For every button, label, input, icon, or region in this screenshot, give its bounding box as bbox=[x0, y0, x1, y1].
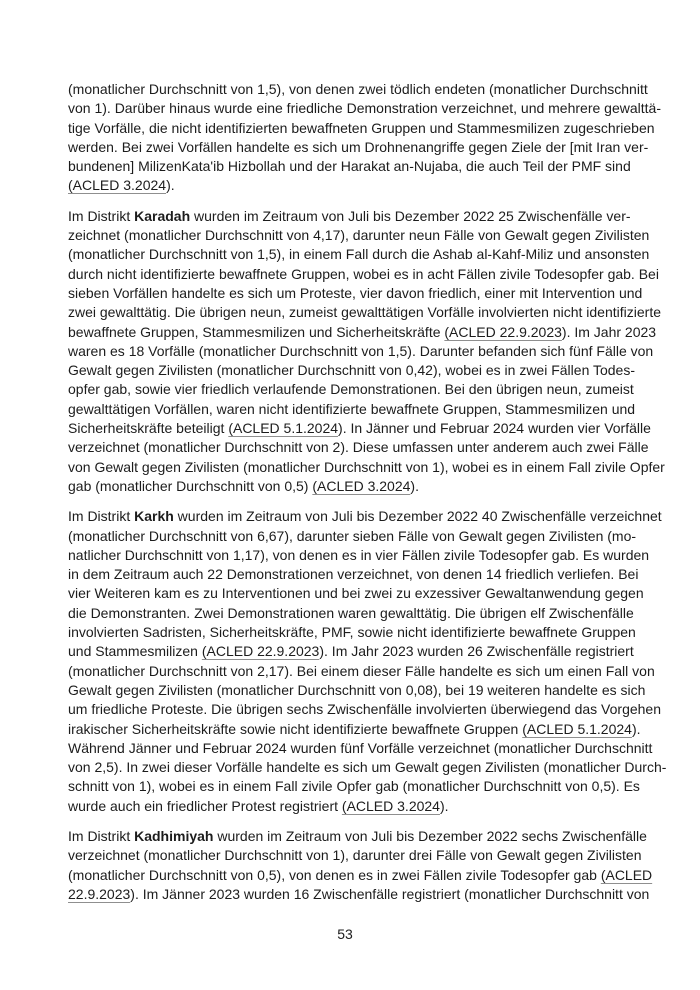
text-block bbox=[68, 80, 667, 915]
text-line: (monatlicher Durchschnitt von 1,5), von denen zwei tödlich endeten (monatlicher Durchschnitt bbox=[68, 81, 648, 97]
acled-citation-link[interactable]: 22.9.2023 bbox=[68, 885, 131, 902]
text-line: zeichnet (monatlicher Durchschnitt von 4,17), darunter neun Fälle von Gewalt gegen Zivilisten bbox=[68, 227, 650, 244]
text-line: gab (monatlicher Durchschnitt von 0,5) (ACLED 3.2024). bbox=[68, 477, 419, 494]
paragraph-karkh bbox=[68, 507, 667, 816]
text-line: tige Vorfälle, die nicht identifizierten bewaffneten Gruppen und Stammesmilizen zugeschrieben bbox=[68, 119, 655, 136]
paragraph-kadhimiyah bbox=[68, 827, 653, 904]
text-line: werden. Bei zwei Vorfällen handelte es sich um Drohnenangriffe gegen Ziele der [mit Iran ver- bbox=[68, 138, 649, 155]
text-line: vier Weiteren kam es zu Interventionen und bei zwei zu exzessiver Gewaltanwendung gegen bbox=[68, 585, 644, 602]
text-line: durch nicht identifizierte bewaffnete Gruppen, wobei es in acht Fällen zivile Todesopfer gab. Bei bbox=[68, 265, 659, 282]
district-name: Kadhimiyah bbox=[134, 827, 214, 844]
text-line: Im Distrikt Karadah wurden im Zeitraum von Juli bis Dezember 2022 25 Zwischenfälle ver- bbox=[68, 207, 631, 224]
page-number: 53 bbox=[337, 926, 353, 942]
text-line: Gewalt gegen Zivilisten (monatlicher Durchschnitt von 0,08), bei 19 weiteren handelte es sich bbox=[68, 681, 646, 698]
text-line: zwei gewalttätig. Die übrigen neun, zumeist gewalttätigen Vorfälle involvierten nicht identifizierte bbox=[68, 304, 661, 321]
text-line: Gewalt gegen Zivilisten (monatlicher Durchschnitt von 0,42), wobei es in zwei Fällen Todes- bbox=[68, 362, 636, 379]
acled-citation-link[interactable]: (ACLED 3.2024 bbox=[312, 477, 411, 494]
text-line: (monatlicher Durchschnitt von 1,5), in einem Fall durch die Ashab al-Kahf-Miliz und ansonsten bbox=[68, 246, 650, 263]
text-line: involvierten Sadristen, Sicherheitskräfte, PMF, sowie nicht identifizierte bewaffnete Gruppen bbox=[68, 624, 636, 641]
paragraph-continuation bbox=[68, 80, 661, 196]
district-name: Karadah bbox=[134, 207, 191, 224]
acled-citation-link[interactable]: (ACLED bbox=[600, 866, 653, 883]
text-line: bundenen] MilizenKata'ib Hizbollah und der Harakat an-Nujaba, die auch Teil der PMF sind bbox=[68, 158, 631, 175]
text-line: 22.9.2023). Im Jänner 2023 wurden 16 Zwischenfälle registriert (monatlicher Durchschnitt von bbox=[68, 885, 650, 902]
text-line: sieben Vorfällen handelte es sich um Proteste, vier davon friedlich, einer mit Intervention und bbox=[68, 284, 643, 301]
text-line: bewaffnete Gruppen, Stammesmilizen und Sicherheitskräfte (ACLED 22.9.2023). Im Jahr 2023 bbox=[68, 323, 657, 340]
text-line: schnitt von 1), wobei es in einem Fall zivile Opfer gab (monatlicher Durchschnitt von 0,5). Es bbox=[68, 778, 640, 795]
text-line: opfer gab, sowie vier friedlich verlaufende Demonstrationen. Bei den übrigen neun, zumeist bbox=[68, 381, 634, 398]
text-line: von Gewalt gegen Zivilisten (monatlicher Durchschnitt von 1), wobei es in einem Fall zivile Opfer bbox=[68, 458, 665, 475]
text-line: (monatlicher Durchschnitt von 0,5), von denen es in zwei Fällen zivile Todesopfer gab (ACLED bbox=[68, 866, 653, 883]
text-line: waren es 18 Vorfälle (monatlicher Durchschnitt von 1,5). Darunter befanden sich fünf Fälle von bbox=[68, 342, 654, 359]
acled-citation-link[interactable]: (ACLED 3.2024 bbox=[68, 177, 167, 194]
acled-citation-link[interactable]: (ACLED 22.9.2023 bbox=[201, 643, 320, 660]
text-line: in dem Zeitraum auch 22 Demonstrationen verzeichnet, von denen 14 friedlich verliefen. Bei bbox=[68, 566, 639, 583]
text-line: wurde auch ein friedlicher Protest registriert (ACLED 3.2024). bbox=[68, 797, 449, 814]
acled-citation-link[interactable]: (ACLED 5.1.2024 bbox=[228, 420, 339, 437]
acled-citation-link[interactable]: (ACLED 5.1.2024 bbox=[522, 720, 632, 737]
acled-citation-link[interactable]: (ACLED 22.9.2023 bbox=[444, 323, 562, 340]
text-line: verzeichnet (monatlicher Durchschnitt von 2). Diese umfassen unter anderem auch zwei Fälle bbox=[68, 439, 649, 456]
text-line: Im Distrikt Karkh wurden im Zeitraum von Juli bis Dezember 2022 40 Zwischenfälle verzeichnet bbox=[68, 508, 662, 525]
text-line: die Demonstranten. Zwei Demonstrationen waren gewalttätig. Die übrigen elf Zwischenfälle bbox=[68, 604, 634, 621]
text-line: Während Jänner und Februar 2024 wurden fünf Vorfälle verzeichnet (monatlicher Durchschnitt bbox=[68, 739, 653, 756]
text-line: gewalttätigen Vorfällen, waren nicht identifizierte bewaffnete Gruppen, Stammesmilizen und bbox=[68, 400, 636, 417]
text-line: irakischer Sicherheitskräfte sowie nicht identifizierte bewaffnete Gruppen (ACLED 5.1.2024). bbox=[68, 720, 641, 737]
text-line: und Stammesmilizen (ACLED 22.9.2023). Im Jahr 2023 wurden 26 Zwischenfälle registriert bbox=[68, 643, 634, 660]
text-line: (ACLED 3.2024). bbox=[68, 177, 175, 194]
text-line: verzeichnet (monatlicher Durchschnitt von 1), darunter drei Fälle von Gewalt gegen Zivilisten bbox=[68, 847, 642, 864]
paragraph-karadah bbox=[68, 207, 665, 496]
text-line: Sicherheitskräfte beteiligt (ACLED 5.1.2024). In Jänner und Februar 2024 wurden vier Vorfälle bbox=[68, 420, 651, 437]
acled-citation-link[interactable]: (ACLED 3.2024 bbox=[341, 797, 440, 814]
text-line: (monatlicher Durchschnitt von 2,17). Bei einem dieser Fälle handelte es sich um einen Fall von bbox=[68, 662, 655, 679]
district-name: Karkh bbox=[134, 508, 174, 525]
text-line: von 1). Darüber hinaus wurde eine friedliche Demonstration verzeichnet, und mehrere gewalttä- bbox=[68, 100, 661, 117]
text-line: natlicher Durchschnitt von 1,17), von denen es in vier Fällen zivile Todesopfer gab. Es wurden bbox=[68, 546, 650, 563]
text-line: (monatlicher Durchschnitt von 6,67), darunter sieben Fälle von Gewalt gegen Zivilisten (mo- bbox=[68, 527, 637, 544]
text-line: Im Distrikt Kadhimiyah wurden im Zeitraum von Juli bis Dezember 2022 sechs Zwischenfälle bbox=[68, 827, 647, 844]
text-line: um friedliche Proteste. Die übrigen sechs Zwischenfälle involvierten überwiegend das Vorgehen bbox=[68, 701, 661, 718]
text-line: von 2,5). In zwei dieser Vorfälle handelte es sich um Gewalt gegen Zivilisten (monatlicher Durch- bbox=[68, 759, 667, 776]
